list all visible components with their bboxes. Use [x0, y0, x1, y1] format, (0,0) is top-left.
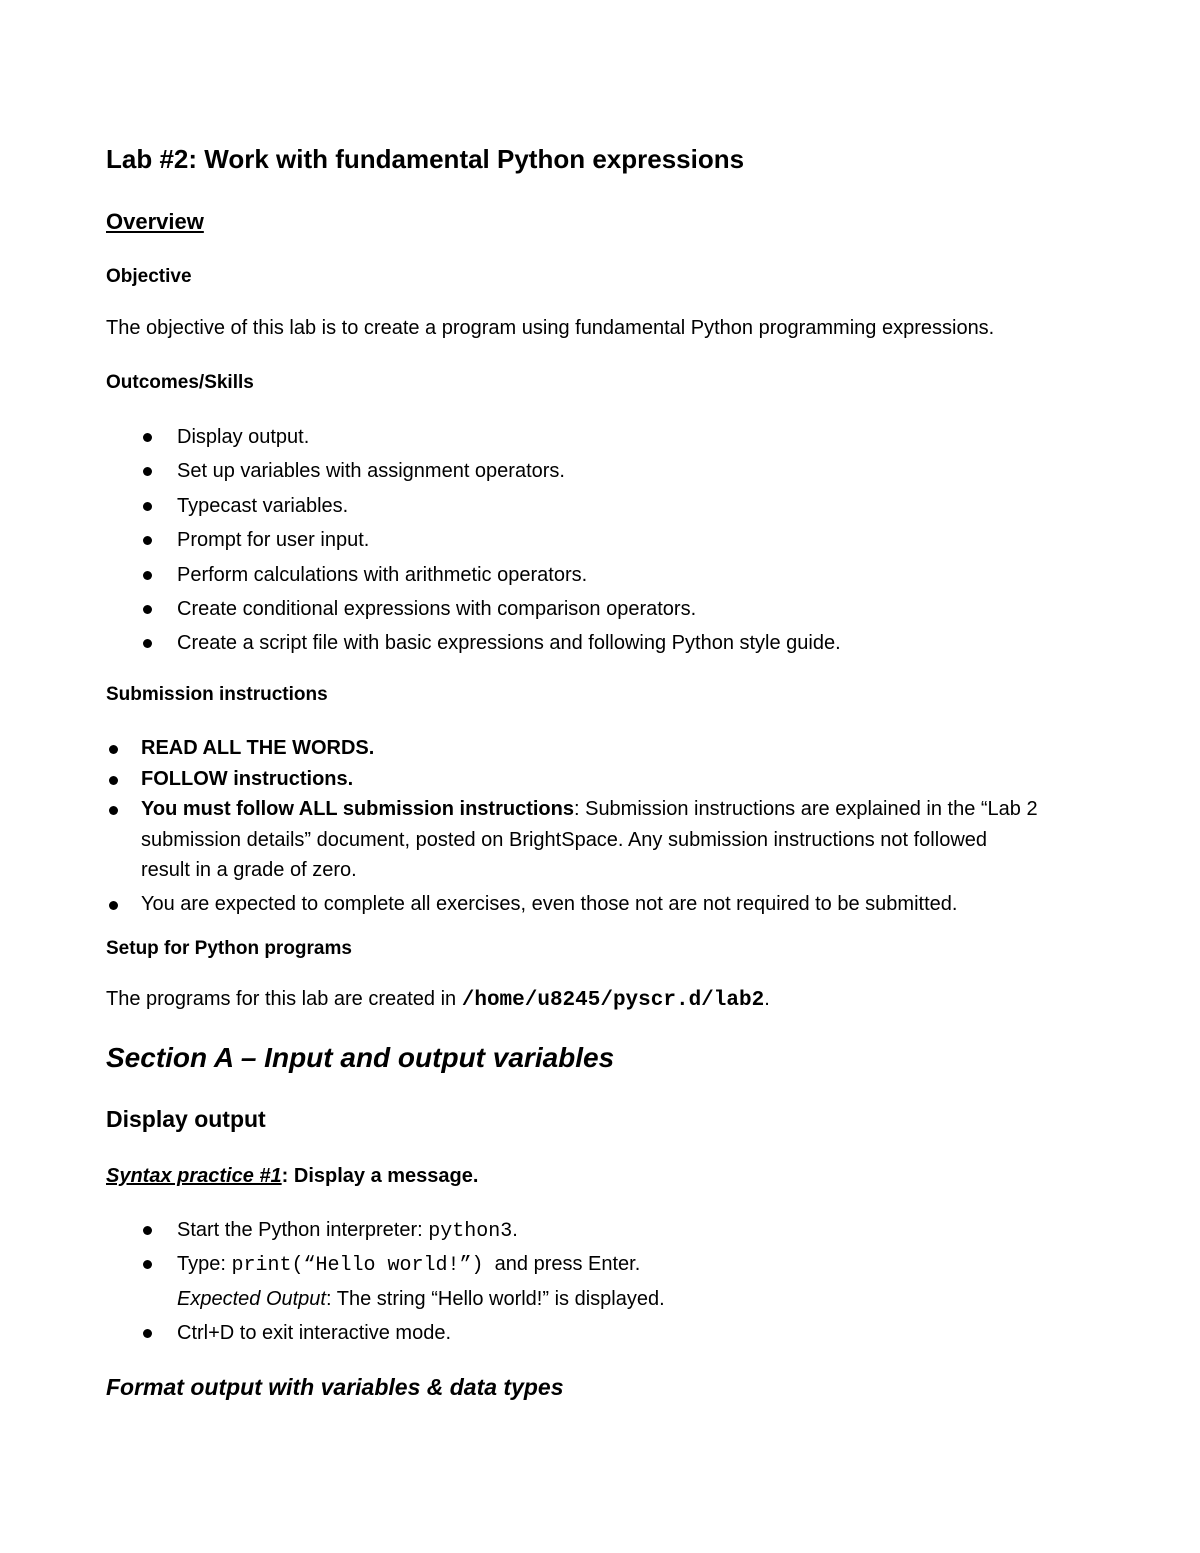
- document-title: Lab #2: Work with fundamental Python expressions: [106, 144, 745, 174]
- bullet-icon: [143, 1329, 152, 1338]
- lab-path: /home/u8245/pyscr.d/lab2: [461, 989, 765, 1012]
- bullet-icon: [143, 502, 152, 511]
- code-python3: python3: [428, 1220, 513, 1243]
- bullet-icon: [143, 605, 152, 614]
- list-item: Start the Python interpreter: python3.: [106, 1213, 665, 1247]
- objective-text: The objective of this lab is to create a program using fundamental Python programming expressions.: [106, 317, 995, 339]
- list-item: READ ALL THE WORDS.: [106, 733, 1038, 764]
- list-item: Display output.: [106, 420, 841, 454]
- section-a-heading: Section A – Input and output variables: [106, 1042, 615, 1073]
- outcomes-heading: Outcomes/Skills: [106, 372, 254, 393]
- bullet-icon: [143, 536, 152, 545]
- list-item: Typecast variables.: [106, 489, 841, 523]
- syntax-practice-line: Syntax practice #1: Display a message.: [106, 1165, 479, 1187]
- objective-heading: Objective: [106, 266, 192, 287]
- bullet-icon: [143, 1260, 152, 1269]
- overview-heading: Overview: [106, 209, 204, 234]
- list-item: Perform calculations with arithmetic operators.: [106, 558, 841, 592]
- expected-output-line: Expected Output: The string “Hello world!” is displayed.: [177, 1287, 665, 1310]
- list-item: Type: print(“Hello world!”) and press Enter.: [106, 1247, 665, 1281]
- bullet-icon: [143, 639, 152, 648]
- setup-text: The programs for this lab are created in /home/u8245/pyscr.d/lab2.: [106, 988, 770, 1012]
- bullet-icon: [143, 433, 152, 442]
- bullet-icon: [109, 776, 118, 785]
- bullet-icon: [109, 806, 118, 815]
- bullet-icon: [109, 901, 118, 910]
- list-item: Create a script file with basic expressions and following Python style guide.: [106, 626, 841, 660]
- bullet-icon: [109, 745, 118, 754]
- list-item: Set up variables with assignment operators.: [106, 454, 841, 488]
- setup-heading: Setup for Python programs: [106, 938, 352, 959]
- bullet-icon: [143, 1226, 152, 1235]
- bullet-icon: [143, 571, 152, 580]
- syntax-practice-label: Syntax practice #1: [106, 1165, 282, 1187]
- code-print-hello: print(“Hello world!”): [231, 1254, 484, 1278]
- syntax-steps-list: [106, 1213, 665, 1351]
- display-output-heading: Display output: [106, 1106, 266, 1132]
- list-item: Prompt for user input.: [106, 523, 841, 557]
- list-item: FOLLOW instructions.: [106, 764, 1038, 795]
- outcomes-list: [106, 420, 841, 661]
- bullet-icon: [143, 467, 152, 476]
- format-output-heading: Format output with variables & data types: [106, 1374, 564, 1400]
- list-item: You are expected to complete all exercises, even those not are not required to be submitted.: [106, 889, 1038, 920]
- list-item: Create conditional expressions with comparison operators.: [106, 592, 841, 626]
- list-item: Ctrl+D to exit interactive mode.: [106, 1316, 665, 1350]
- submission-list: [106, 733, 1038, 919]
- list-item: You must follow ALL submission instructions: Submission instructions are explained in the “Lab 2 submission details” document, posted on BrightSpace. Any submission instructions not followed result in a grade of zero.: [106, 794, 1038, 886]
- submission-heading: Submission instructions: [106, 684, 328, 705]
